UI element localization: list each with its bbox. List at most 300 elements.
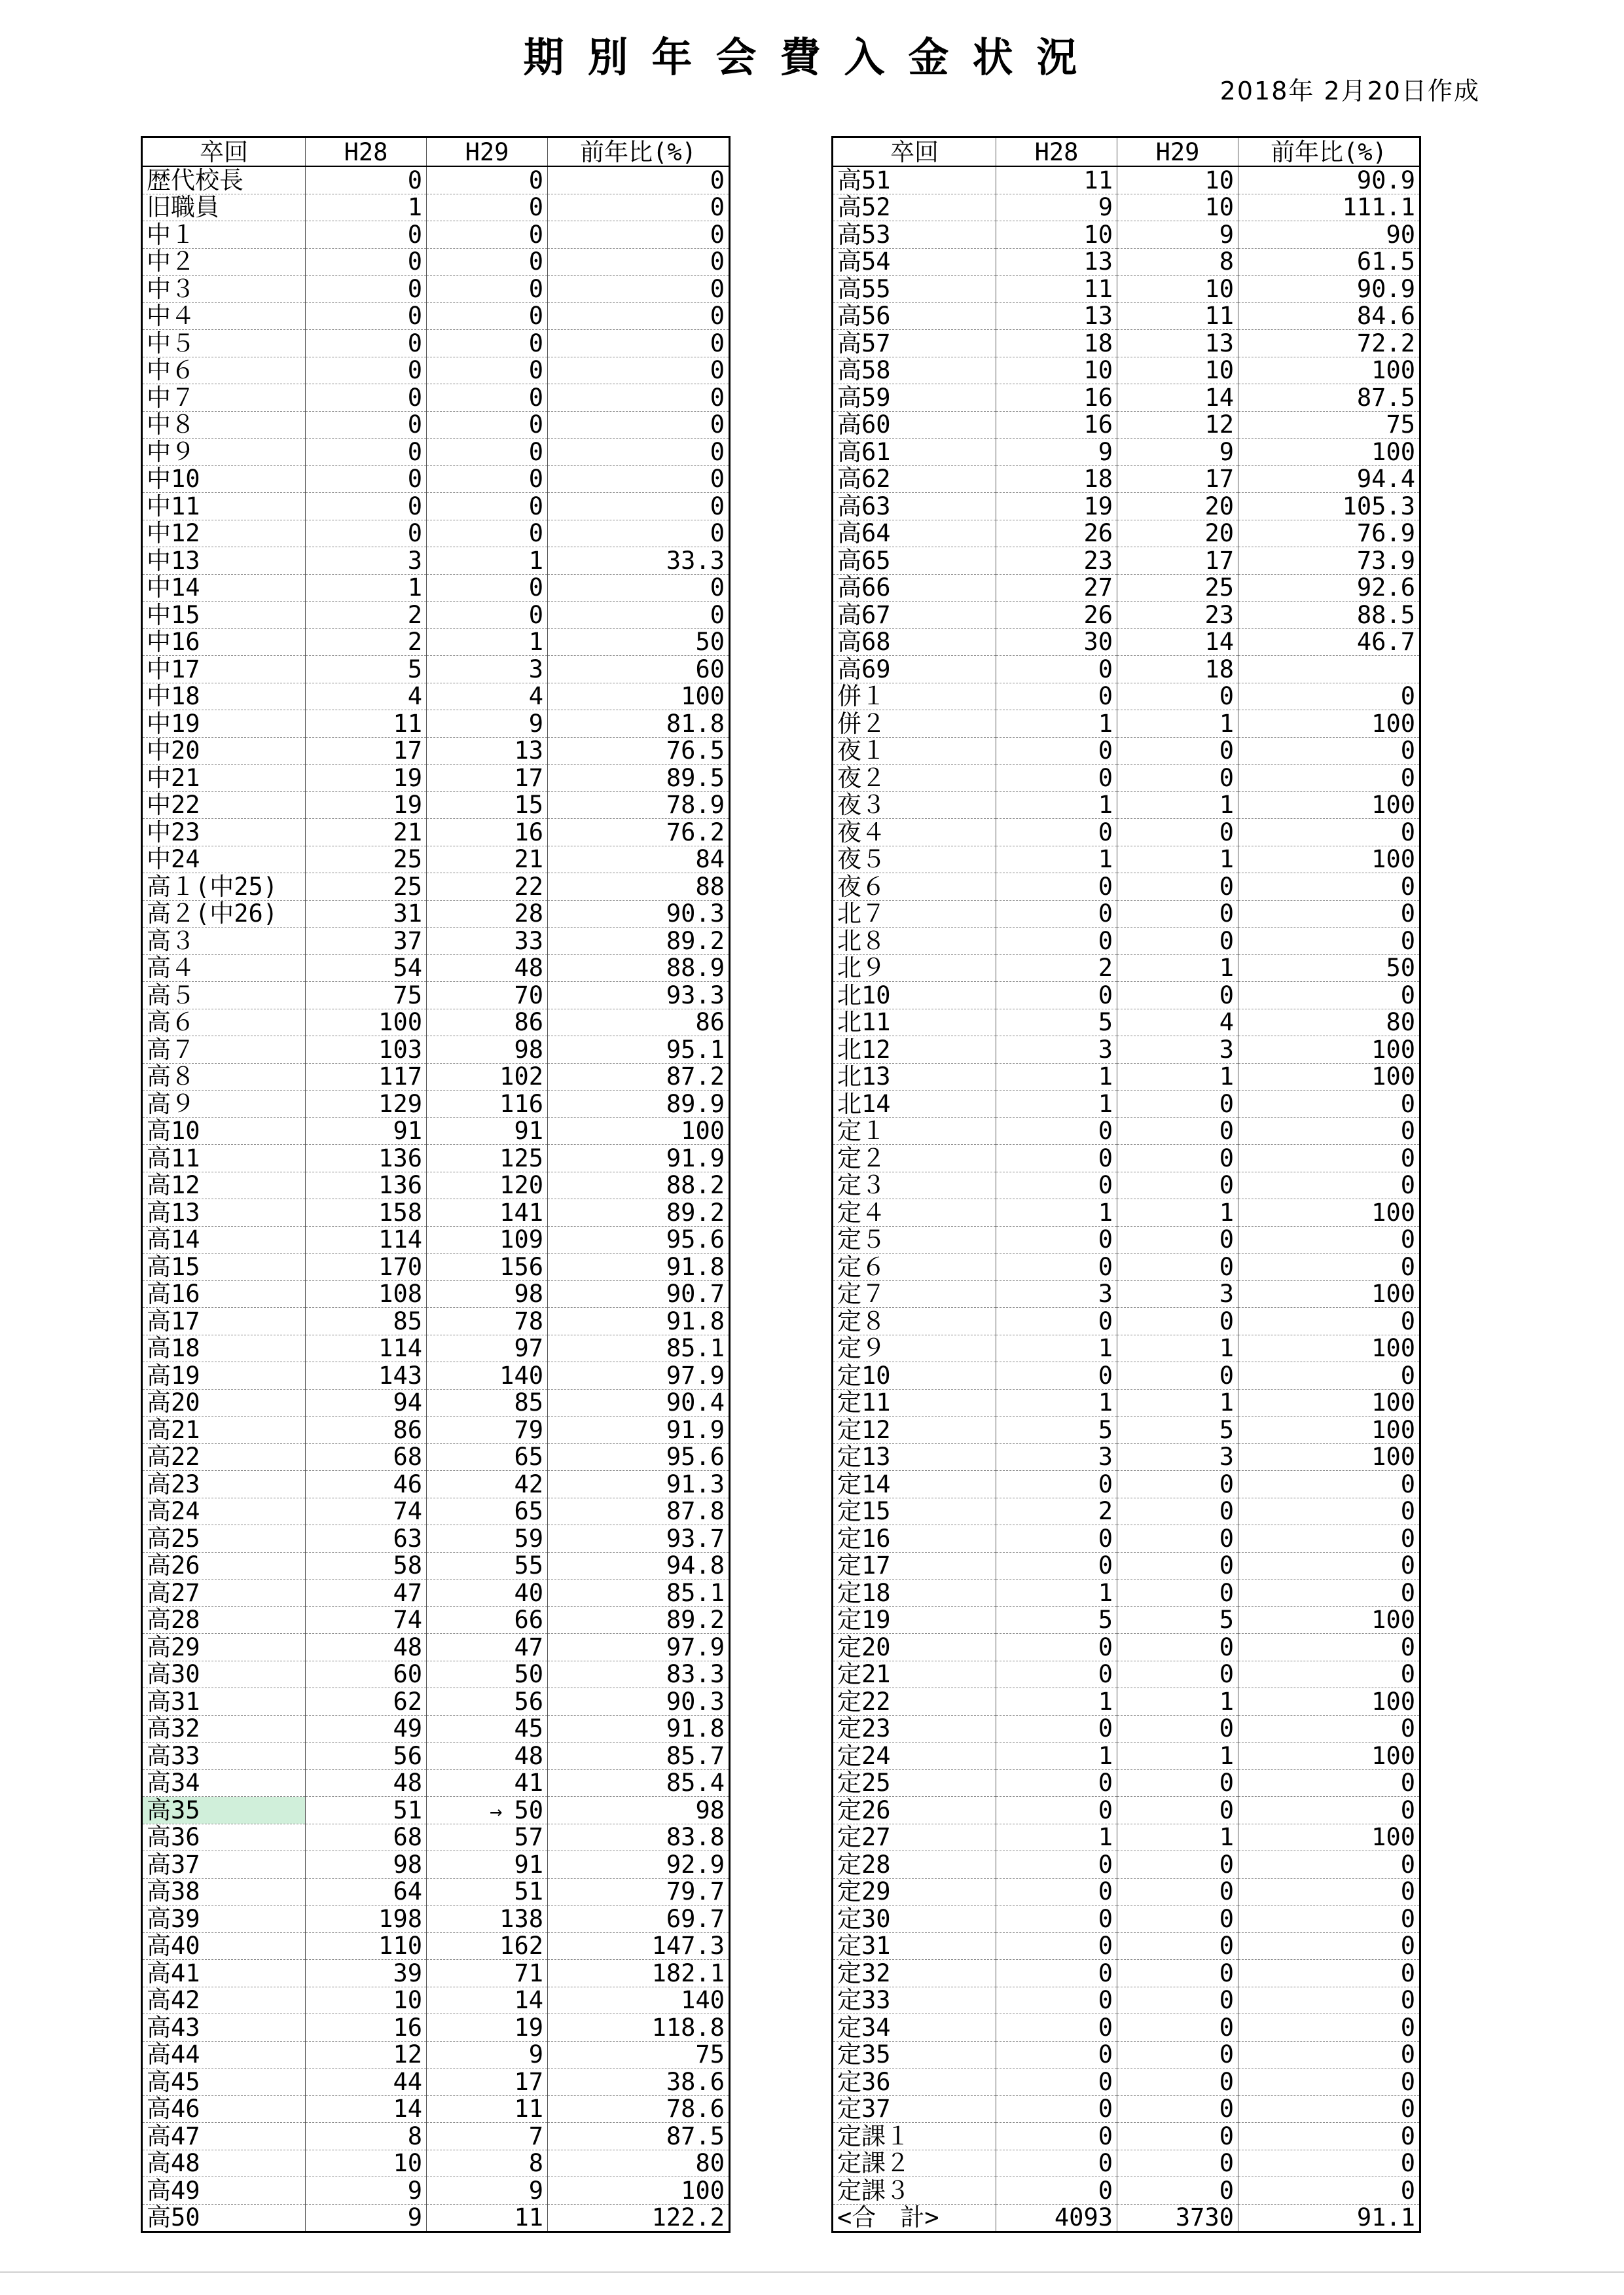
table-row (833, 1308, 1420, 1335)
cell-h29: 0 (427, 439, 548, 466)
cell-ratio: 85.7 (548, 1743, 730, 1770)
table-row (142, 1552, 730, 1580)
cell-h29: 1 (1117, 710, 1238, 738)
cell-h29: 10 (1117, 276, 1238, 303)
cell-class: 高64 (833, 520, 996, 547)
cell-class: 定４ (833, 1199, 996, 1227)
cell-ratio: 100 (1238, 1199, 1420, 1227)
cell-ratio: 0 (1238, 1580, 1420, 1607)
cell-h28: 75 (306, 982, 427, 1009)
cell-h28: 0 (996, 1362, 1117, 1390)
table-row (142, 547, 730, 575)
cell-class: 高53 (833, 221, 996, 249)
cell-h29: 17 (1117, 547, 1238, 575)
cell-class: 高37 (142, 1851, 306, 1879)
cell-h28: 143 (306, 1362, 427, 1390)
cell-h29: 0 (427, 194, 548, 221)
cell-h29: 78 (427, 1308, 548, 1335)
cell-class: 中３ (142, 276, 306, 303)
cell-ratio: 33.3 (548, 547, 730, 575)
cell-class: 定６ (833, 1254, 996, 1281)
table-row (833, 1851, 1420, 1879)
cell-class: 定27 (833, 1824, 996, 1851)
cell-ratio: 91.1 (1238, 2204, 1420, 2232)
cell-h29: 1 (1117, 1335, 1238, 1362)
cell-h29: 0 (427, 276, 548, 303)
cell-h28: 9 (996, 439, 1117, 466)
cell-h28: 0 (996, 2014, 1117, 2042)
cell-class: 中21 (142, 765, 306, 792)
cell-ratio: 100 (1238, 1417, 1420, 1444)
table-row (833, 846, 1420, 873)
cell-ratio: 0 (1238, 819, 1420, 846)
cell-ratio: 100 (1238, 1389, 1420, 1417)
cell-h28: 0 (996, 1634, 1117, 1661)
cell-h28: 1 (996, 1688, 1117, 1716)
table-row (142, 873, 730, 901)
cell-ratio: 89.2 (548, 1606, 730, 1634)
table-row (142, 330, 730, 357)
cell-ratio: 73.9 (1238, 547, 1420, 575)
cell-ratio: 0 (548, 166, 730, 194)
table-row (142, 2069, 730, 2096)
table-row (833, 166, 1420, 194)
cell-class: 高59 (833, 384, 996, 412)
cell-h28: 26 (996, 520, 1117, 547)
cell-h29: 70 (427, 982, 548, 1009)
cell-ratio: 100 (548, 2177, 730, 2205)
cell-class: 併１ (833, 683, 996, 710)
cell-h29: 9 (427, 710, 548, 738)
table-row (833, 465, 1420, 493)
cell-ratio: 100 (1238, 357, 1420, 384)
cell-h28: 0 (996, 1254, 1117, 1281)
cell-ratio: 87.5 (1238, 384, 1420, 412)
cell-h28: 0 (996, 819, 1117, 846)
cell-h29: 86 (427, 1009, 548, 1036)
cell-class: 中24 (142, 846, 306, 873)
cell-h29: 66 (427, 1606, 548, 1634)
cell-h28: 0 (306, 221, 427, 249)
cell-class: 高43 (142, 2014, 306, 2042)
table-row (142, 1906, 730, 1933)
cell-h29: 71 (427, 1960, 548, 1987)
cell-class: 中11 (142, 493, 306, 520)
table-row (142, 1932, 730, 1960)
cell-h29: 0 (1117, 1634, 1238, 1661)
cell-ratio: 0 (548, 574, 730, 602)
table-row (833, 1906, 1420, 1933)
cell-ratio: 61.5 (1238, 248, 1420, 276)
table-row (142, 166, 730, 194)
cell-class: 定34 (833, 2014, 996, 2042)
table-row (833, 1280, 1420, 1308)
cell-ratio: 0 (1238, 1552, 1420, 1580)
cell-h28: 0 (996, 982, 1117, 1009)
cell-ratio: 0 (1238, 1661, 1420, 1688)
cell-h28: 44 (306, 2069, 427, 2096)
cell-class: 高60 (833, 411, 996, 439)
cell-class: 併２ (833, 710, 996, 738)
cell-class: 中４ (142, 302, 306, 330)
cell-h28: 3 (996, 1036, 1117, 1064)
cell-class: 中10 (142, 465, 306, 493)
cell-class: 高19 (142, 1362, 306, 1390)
table-row (142, 1009, 730, 1036)
cell-ratio: 0 (548, 221, 730, 249)
cell-ratio: 0 (1238, 1769, 1420, 1797)
cell-h29: 0 (1117, 1254, 1238, 1281)
cell-h29: 20 (1117, 520, 1238, 547)
cell-h28: 0 (996, 873, 1117, 901)
cell-h28: 0 (996, 1117, 1117, 1145)
table-row (142, 302, 730, 330)
table-row (142, 1443, 730, 1471)
cell-ratio: 87.8 (548, 1498, 730, 1525)
cell-h29: 0 (427, 166, 548, 194)
cell-h28: 0 (996, 1471, 1117, 1498)
table-row (833, 547, 1420, 575)
cell-h29: 13 (1117, 330, 1238, 357)
cell-ratio: 80 (548, 2150, 730, 2177)
table-row (142, 900, 730, 928)
col-header-class: 卒回 (142, 137, 306, 167)
cell-ratio: 0 (1238, 2177, 1420, 2205)
cell-class: 高４ (142, 954, 306, 982)
cell-ratio: 122.2 (548, 2204, 730, 2232)
table-row (142, 1417, 730, 1444)
table-row (142, 439, 730, 466)
cell-h29: 0 (427, 574, 548, 602)
cell-class: 定５ (833, 1226, 996, 1254)
cell-class: 高54 (833, 248, 996, 276)
cell-class: 夜２ (833, 765, 996, 792)
cell-h29: 22 (427, 873, 548, 901)
cell-h28: 1 (996, 710, 1117, 738)
cell-h29: 17 (1117, 465, 1238, 493)
cell-h29: 28 (427, 900, 548, 928)
cell-class: 高68 (833, 628, 996, 656)
cell-h29: 57 (427, 1824, 548, 1851)
table-row (142, 1362, 730, 1390)
cell-h28: 103 (306, 1036, 427, 1064)
cell-h29: 0 (1117, 1769, 1238, 1797)
table-row (833, 1661, 1420, 1688)
cell-h28: 16 (996, 411, 1117, 439)
cell-h28: 2 (996, 954, 1117, 982)
cell-h28: 0 (306, 411, 427, 439)
cell-h28: 0 (996, 683, 1117, 710)
cell-class: 中９ (142, 439, 306, 466)
cell-ratio: 0 (548, 248, 730, 276)
cell-h28: 0 (306, 493, 427, 520)
cell-h28: 58 (306, 1552, 427, 1580)
cell-h29: 0 (1117, 2041, 1238, 2069)
cell-ratio: 86 (548, 1009, 730, 1036)
cell-h29: 18 (1117, 656, 1238, 683)
cell-ratio: 182.1 (548, 1960, 730, 1987)
cell-h29: 0 (427, 465, 548, 493)
col-header-ratio: 前年比(%) (548, 137, 730, 167)
col-header-h29: H29 (427, 137, 548, 167)
cell-ratio: 78.6 (548, 2095, 730, 2123)
cell-h28: 0 (996, 2041, 1117, 2069)
cell-h29: 0 (427, 520, 548, 547)
cell-ratio: 91.9 (548, 1145, 730, 1172)
cell-h28: 74 (306, 1498, 427, 1525)
cell-h28: 110 (306, 1932, 427, 1960)
table-row (142, 928, 730, 955)
cell-h29: 0 (1117, 1525, 1238, 1553)
cell-class: 中15 (142, 602, 306, 629)
cell-class: 高16 (142, 1280, 306, 1308)
cell-class: 北13 (833, 1063, 996, 1091)
cell-h28: 9 (306, 2177, 427, 2205)
table-row (142, 791, 730, 819)
cell-class: 定２ (833, 1145, 996, 1172)
cell-h29: 4 (427, 683, 548, 710)
cell-h28: 1 (996, 1063, 1117, 1091)
creation-date: 2018年 2月20日作成 (1219, 77, 1480, 105)
cell-h28: 0 (996, 1226, 1117, 1254)
cell-ratio: 0 (548, 411, 730, 439)
cell-ratio: 0 (1238, 1498, 1420, 1525)
cell-ratio: 98 (548, 1797, 730, 1824)
cell-class: 定22 (833, 1688, 996, 1716)
cell-h29: 0 (1117, 1851, 1238, 1879)
cell-h28: 19 (306, 765, 427, 792)
cell-class: 定30 (833, 1906, 996, 1933)
cell-h29: 0 (427, 493, 548, 520)
table-row (833, 302, 1420, 330)
cell-ratio: 0 (1238, 1362, 1420, 1390)
table-row (142, 846, 730, 873)
cell-ratio: 90.4 (548, 1389, 730, 1417)
cell-class: 中13 (142, 547, 306, 575)
cell-class: 高25 (142, 1525, 306, 1553)
table-row (833, 2095, 1420, 2123)
cell-class: 高49 (142, 2177, 306, 2205)
table-row (833, 248, 1420, 276)
cell-ratio: 92.9 (548, 1851, 730, 1879)
table-row (833, 1117, 1420, 1145)
cell-h29: 116 (427, 1091, 548, 1118)
cell-h28: 100 (306, 1009, 427, 1036)
cell-ratio: 111.1 (1238, 194, 1420, 221)
table-row (142, 1226, 730, 1254)
cell-h28: 0 (996, 1987, 1117, 2014)
cell-h29: 0 (1117, 2150, 1238, 2177)
cell-ratio: 100 (1238, 1036, 1420, 1064)
table-row (833, 194, 1420, 221)
cell-ratio: 0 (1238, 1226, 1420, 1254)
cell-ratio: 100 (1238, 439, 1420, 466)
cell-class: 定26 (833, 1797, 996, 1824)
cell-h29: 17 (427, 2069, 548, 2096)
cell-ratio: 0 (548, 357, 730, 384)
cell-class: 定課１ (833, 2123, 996, 2150)
cell-class: 北７ (833, 900, 996, 928)
cell-ratio: 85.1 (548, 1335, 730, 1362)
cell-class: 高３ (142, 928, 306, 955)
cell-h29: 141 (427, 1199, 548, 1227)
cell-class: 中18 (142, 683, 306, 710)
cell-ratio: 0 (1238, 1525, 1420, 1553)
cell-value: 50 (514, 1796, 543, 1824)
cell-ratio: 72.2 (1238, 330, 1420, 357)
cell-h28: 60 (306, 1661, 427, 1688)
cell-class: 夜６ (833, 873, 996, 901)
table-row (142, 1280, 730, 1308)
cell-h28: 0 (306, 166, 427, 194)
cell-h29: 50 (427, 1661, 548, 1688)
cell-h28: 2 (306, 602, 427, 629)
cell-class: <合 計> (833, 2204, 996, 2232)
cell-h28: 0 (306, 465, 427, 493)
cell-h29: 0 (1117, 1471, 1238, 1498)
cell-h28: 9 (996, 194, 1117, 221)
cell-h28: 1 (996, 1580, 1117, 1607)
cell-h28: 0 (306, 302, 427, 330)
cell-class: 高38 (142, 1878, 306, 1906)
table-row (142, 1036, 730, 1064)
cell-h28: 0 (996, 1797, 1117, 1824)
cell-h28: 25 (306, 846, 427, 873)
cell-class: 中７ (142, 384, 306, 412)
cell-h29: 41 (427, 1769, 548, 1797)
cell-ratio: 140 (548, 1987, 730, 2014)
table-row (142, 1254, 730, 1281)
cell-class: 中１ (142, 221, 306, 249)
cell-ratio: 93.7 (548, 1525, 730, 1553)
cell-h28: 10 (996, 221, 1117, 249)
cell-class: 中６ (142, 357, 306, 384)
cell-h28: 0 (996, 1932, 1117, 1960)
cell-class: 中20 (142, 737, 306, 765)
cell-h29: 1 (427, 628, 548, 656)
cell-class: 高66 (833, 574, 996, 602)
cell-class: 中22 (142, 791, 306, 819)
table-row (833, 1389, 1420, 1417)
cell-ratio: 0 (1238, 1634, 1420, 1661)
cell-class: 定16 (833, 1525, 996, 1553)
cell-class: 高21 (142, 1417, 306, 1444)
cell-h28: 0 (996, 737, 1117, 765)
cell-ratio: 46.7 (1238, 628, 1420, 656)
cell-ratio: 0 (1238, 1471, 1420, 1498)
table-row (142, 628, 730, 656)
table-row (833, 1172, 1420, 1199)
cell-h29: 0 (1117, 1226, 1238, 1254)
table-row (833, 765, 1420, 792)
cell-h29: 42 (427, 1471, 548, 1498)
table-row (142, 1471, 730, 1498)
cell-h28: 13 (996, 248, 1117, 276)
cell-h29: 0 (1117, 1932, 1238, 1960)
cell-ratio: 0 (1238, 1960, 1420, 1987)
cell-h29: 0 (1117, 2177, 1238, 2205)
cell-h29: 11 (1117, 302, 1238, 330)
table-row (142, 954, 730, 982)
table-row (833, 710, 1420, 738)
cell-h28: 0 (996, 1769, 1117, 1797)
cell-class: 高62 (833, 465, 996, 493)
cell-h29: 65 (427, 1498, 548, 1525)
table-row (142, 1308, 730, 1335)
table-row (833, 900, 1420, 928)
table-row (833, 357, 1420, 384)
cell-h28: 0 (996, 1851, 1117, 1879)
cell-h29: 0 (1117, 819, 1238, 846)
table-row (142, 1117, 730, 1145)
cell-h28: 136 (306, 1172, 427, 1199)
cell-h29: 5 (1117, 1417, 1238, 1444)
cell-h29: 0 (1117, 1145, 1238, 1172)
table-row (142, 602, 730, 629)
cell-h29 (427, 1797, 548, 1824)
cell-h28: 39 (306, 1960, 427, 1987)
cell-h28: 4093 (996, 2204, 1117, 2232)
cell-h28: 0 (306, 384, 427, 412)
cell-h29: 23 (1117, 602, 1238, 629)
table-row (833, 2204, 1420, 2232)
cell-ratio: 50 (1238, 954, 1420, 982)
cell-h28: 1 (306, 194, 427, 221)
table-row (833, 1036, 1420, 1064)
cell-class: 高18 (142, 1335, 306, 1362)
cell-h29: 0 (1117, 1987, 1238, 2014)
cell-class: 夜５ (833, 846, 996, 873)
cell-ratio: 147.3 (548, 1932, 730, 1960)
cell-class: 定31 (833, 1932, 996, 1960)
table-row (142, 1960, 730, 1987)
cell-class: 定１ (833, 1117, 996, 1145)
cell-ratio: 100 (1238, 1280, 1420, 1308)
cell-ratio: 80 (1238, 1009, 1420, 1036)
cell-class: 定14 (833, 1471, 996, 1498)
cell-ratio: 100 (548, 1117, 730, 1145)
cell-h28: 31 (306, 900, 427, 928)
cell-class: 定12 (833, 1417, 996, 1444)
cell-h28: 1 (996, 1091, 1117, 1118)
col-header-h29: H29 (1117, 137, 1238, 167)
cell-class: 高26 (142, 1552, 306, 1580)
cell-h28: 0 (996, 1661, 1117, 1688)
cell-ratio: 0 (1238, 765, 1420, 792)
table-row (142, 710, 730, 738)
cell-class: 中８ (142, 411, 306, 439)
table-row (142, 221, 730, 249)
cell-class: 高52 (833, 194, 996, 221)
cell-h29: 0 (1117, 873, 1238, 901)
col-header-class: 卒回 (833, 137, 996, 167)
cell-ratio: 92.6 (1238, 574, 1420, 602)
cell-h29: 0 (1117, 1172, 1238, 1199)
cell-h29: 98 (427, 1036, 548, 1064)
cell-ratio: 0 (1238, 2014, 1420, 2042)
cell-ratio: 88.9 (548, 954, 730, 982)
table-row (833, 1932, 1420, 1960)
cell-h28: 0 (996, 2150, 1117, 2177)
table-row (833, 439, 1420, 466)
table-row (142, 2123, 730, 2150)
cell-h28: 48 (306, 1769, 427, 1797)
cell-ratio: 0 (1238, 1715, 1420, 1743)
cell-h28: 0 (996, 928, 1117, 955)
cell-h29: 0 (1117, 2095, 1238, 2123)
cell-class: 中12 (142, 520, 306, 547)
cell-ratio: 0 (1238, 1797, 1420, 1824)
